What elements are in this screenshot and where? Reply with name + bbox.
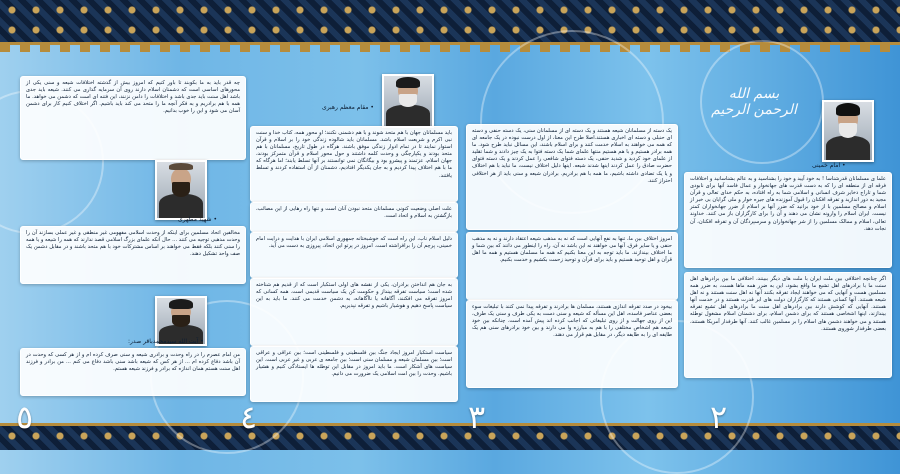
text-panel-page4-mid1: علت اصلی وضعیت کنونی مسلمانان متحد نبودن آنان است و تنها راه رهایی از این مصائب، بازگشتن به اسلام و اتحاد است. (250, 202, 458, 232)
text-panel-page5-top: چه قدر باید به ما بکوبند تا باور کنیم که امروز بیش از گذشته اختلافات شیعه و سنی یکی از محورهای اساسی است که دشمنان اسلام دارند روی آن سرمایه گذاری می کنند. شیعه باید جدی باشد اهل سنت باید جدی باشد و اختلافات را دامن نزنند، این فتنه ای است که دشمن می خواهد. ما همه با هم برادریم و به فکر آنچه ما را متحد می کند باید باشیم. اگر اختلاف کنیم کار برای دشمن آسان می شود و این را خوب بدانیم. (20, 76, 246, 160)
page-number-4: ٤ (240, 398, 258, 436)
text-panel-page5-bottom: من امام عصرم را در راه وحدت و برادری شیعه و سنی صرف کرده ام و از هر کسی که وحدت در آن باشد دفاع کرده ام ... از هر کس که شیعه باشد سنی باشد دفاع می کنم ... من برادر و فرزند اهل سنت هستم همان اندازه که برادر و فرزند شیعه هستم. (20, 348, 246, 396)
text-panel-page4-mid2: دلیل اسلام ناب، این راه است که خوشبختانه جمهوری اسلامی ایران با هدایت و درایت امام خمینی، پرچم آن را برافراشته است. امروز در پرتو این اتحاد، پیروزی به دست می آید. (250, 232, 458, 278)
caption-sadr: • آیت الله سیدمحمدباقر صدر: (128, 338, 204, 345)
portrait-khamenei (382, 74, 434, 128)
text-panel-page3-top: یک دسته از مسلمانان شیعه هستند و یک دسته ای از مسلمانان سنی، یک دسته حنفی و دسته ای حنبلی و دسته ای اخباری هستند.اصلا طرح این معنا، از اول درست نبوده در یک جامعه ای که همه می خواهند به اسلام خدمت کنند و برای اسلام باشند، این مسائل نباید طرح شود. ما همه برادر هستیم و با هم هستیم منتها علمای شما یک دسته فتوا به یک چیز دادند و شما تقلید از علمای خود کردید و شدید حنفی، یک دسته فتوای شافعی را عمل کردند و یک دسته فتوای حضرت صادق را عمل کردند اینها شدند شیعه. اینها دلیل اختلاف نیست، ما نباید با هم اختلاف و یا یک تضادی داشته باشیم، ما همه با هم برادریم. برادران شیعه و سنی باید از هر اختلافی احتراز کنند. (466, 124, 678, 230)
bottom-ornament-border (0, 423, 900, 450)
bismillah-calligraphy: بسم الله الرحمن الرحیم (711, 86, 797, 118)
page-number-2: ٢ (710, 398, 728, 436)
text-panel-page4-top: باید مسلمانان جهان با هم متحد شوند و با هم دشمنی نکنند؛ او محور همه، کتاب خدا و سنت نبی اکرم و شریعت اسلام باشد. مسلمانان باید شالوده زندگی خود را بر اسلام و قرآن استوار نمایند تا در تمام ادوار زندگی موفق باشند. هرگاه در طول تاریخ، مسلمانان با هم متحد بودند و یکپارچگی و وحدت کلمه داشتند و حول محور اسلام و قرآن متمرکز بودند، جهان اسلام، عزتمند و پیشرو بود و بیگانگان نمی توانستند بر آنها تسلط یابند؛ اما هرگاه که ما با هم اختلاف پیدا کردیم و به جان یکدیگر افتادیم، دشمنان از آن استفاده کردند و تسلط یافتند. (250, 126, 458, 202)
text-panel-page4-bottom2: سیاست استکبار امروز ایجاد جنگ بین فلسطینی و فلسطینی است؛ بین عراقی و عراقی است؛ بین مسلمان شیعه و مسلمان سنی است؛ بین جامعه ی عربی و غیر عربی است. این سیاست های آشکار است. ما باید امروز در مقابل این توطئه ها ایستادگی کنیم و هشیار باشیم. وحدت را بین امت اسلامی یک ضرورت می دانیم. (250, 346, 458, 402)
caption-khomeini: • امام خمینی (812, 162, 846, 169)
caption-motahari: • شهید مطهری (178, 216, 218, 223)
text-panel-page4-bottom: به جان هم انداختن برادران، یکی از نقشه های اولی استکبار است که از قدیم هم شناخته شده است؛ سیاست تفرقه بینداز و حکومت کن یک سیاست قدیمی است. همه کسانی که امروز تفرقه می افکنند، آگاهانه یا ناآگاهانه، به دشمن خدمت می کنند. ما باید به این سیاست پاسخ دهیم و هوشیار باشیم و تفرقه نپذیریم. (250, 278, 458, 346)
text-panel-page2-bottom: اگر چنانچه اختلافی بین ملت ایران با ملت های دیگر ببینند، اختلافی ما بین برادرهای اهل سنت ما با برادرهای اهل تشیع ما واقع بشود، این به ضرر همه ماها هست، به ضرر همه مسلمین هست و آنهایی که می خواهند ایجاد تفرقه بکنند آنها نه اهل سنت هستند و نه اهل شیعه هستند. آنها کسانی هستند که کارگزاران دولت های ابر قدرت هستند و در خدمت آنها هستند. آنهایی که کوشش دارند بین برادرهای اهل سنت ما برادرهای اهل تشیع تفرقه بیندازند، اینها اشخاصی هستند که برای دشمن اسلام، برای دشمنان اسلام مشغول توطئه هستند و می خواهند دشمن های اسلام را بر مسلمین غالب کنند. آنها طرفدار آمریکا هستند، بعضی طرفدار شوروی هستند. (684, 272, 892, 378)
top-ornament-border (0, 0, 900, 45)
text-panel-page3-bottom: بیخود در صدد تفرقه اندازی هستند، مسلمان ها برادرند و تفرقه پیدا نمی کنند با تبلیغات سوء بعضی عناصر فاسده، اهل این مسأله که شیعه و سنی دست به یکی طرف و سنی یک طرف، این از روی جهالت و از روی تبلیغاتی که اجانب کرده اند پیش آمده است. چنانکه بین خود شیعه هم اشخاص مختلفی را با هم به مبارزه وا می دارند و بین خود برادرهای سنی هم یک طایفه ای را به طایفه دیگر، در مقابل هم قرار می دهند. (466, 300, 678, 388)
caption-khamenei: • مقام معظم رهبری (322, 104, 374, 111)
portrait-motahari (155, 160, 207, 220)
text-panel-page3-mid: امروز اختلاف بین ما، تنها به نفع آنهایی است که نه به مذهب شیعه اعتقاد دارند و نه به مذهب حنفی و یا سایر فرق. آنها می خواهند نه این باشد نه آن، راه را اینطور می دانند که بین شما و ما اختلاف بیندازند. ما باید توجه به این معنا بکنیم که همه ما مسلمان هستیم و همه ما اهل قرآن و اهل توحید هستیم و باید برای قرآن و توحید زحمت بکشیم و خدمت بکنیم. (466, 232, 678, 300)
text-panel-page5-mid: مخالفین اتحاد مسلمین برای اینکه از وحدت اسلامی مفهومی غیر منطقی و غیر عملی بسازند آن را وحدت مذهبی توجیه می کنند ... حال آنکه علمای بزرگ اسلامی قصد ندارند که همه را شیعه و یا همه را سنی کنند بلکه فقط می خواهند بر اساس مشترکات خود با هم متحد باشند و در مقابل دشمن یک صف واحد تشکیل دهند. (20, 226, 246, 284)
page-number-5: ٥ (16, 398, 34, 436)
text-panel-page2-top: علما ی مسلمانان قدرشناسا ! به خود آیید و خود را بشناسید و به عالم بشناسانید و اختلافات فرقه ای از منطقه ای را که به دست قدرت های جهانخوار و عمال فاسد آنها برای نابودی شما و تاراج ذخایر شرف انسانی و اسلامی شما به راه افتاده، به حکم خدای تعالی و قرآن مجید به دور اندازید و تفرقه افکنان را قبول آموزنده های جیره خوار و ملی گرایان بی خبر از اسلام و مصالح مسلمین با از خود برانید که ضرر آنها بر اسلام از ضرر جهانخواران کمتر نیست. ایران اسلام را وارونه نشان می دهند و آن را برای کارگزاران باز می کنند. خداوند تعالی، اسلام و ممالک مسلمین را از شر جهانخواران و سرسپردگان آن و تفرقه افکنان، آن نجات دهد. (684, 172, 892, 268)
portrait-khomeini (822, 100, 874, 162)
page-number-3: ٣ (468, 398, 486, 436)
